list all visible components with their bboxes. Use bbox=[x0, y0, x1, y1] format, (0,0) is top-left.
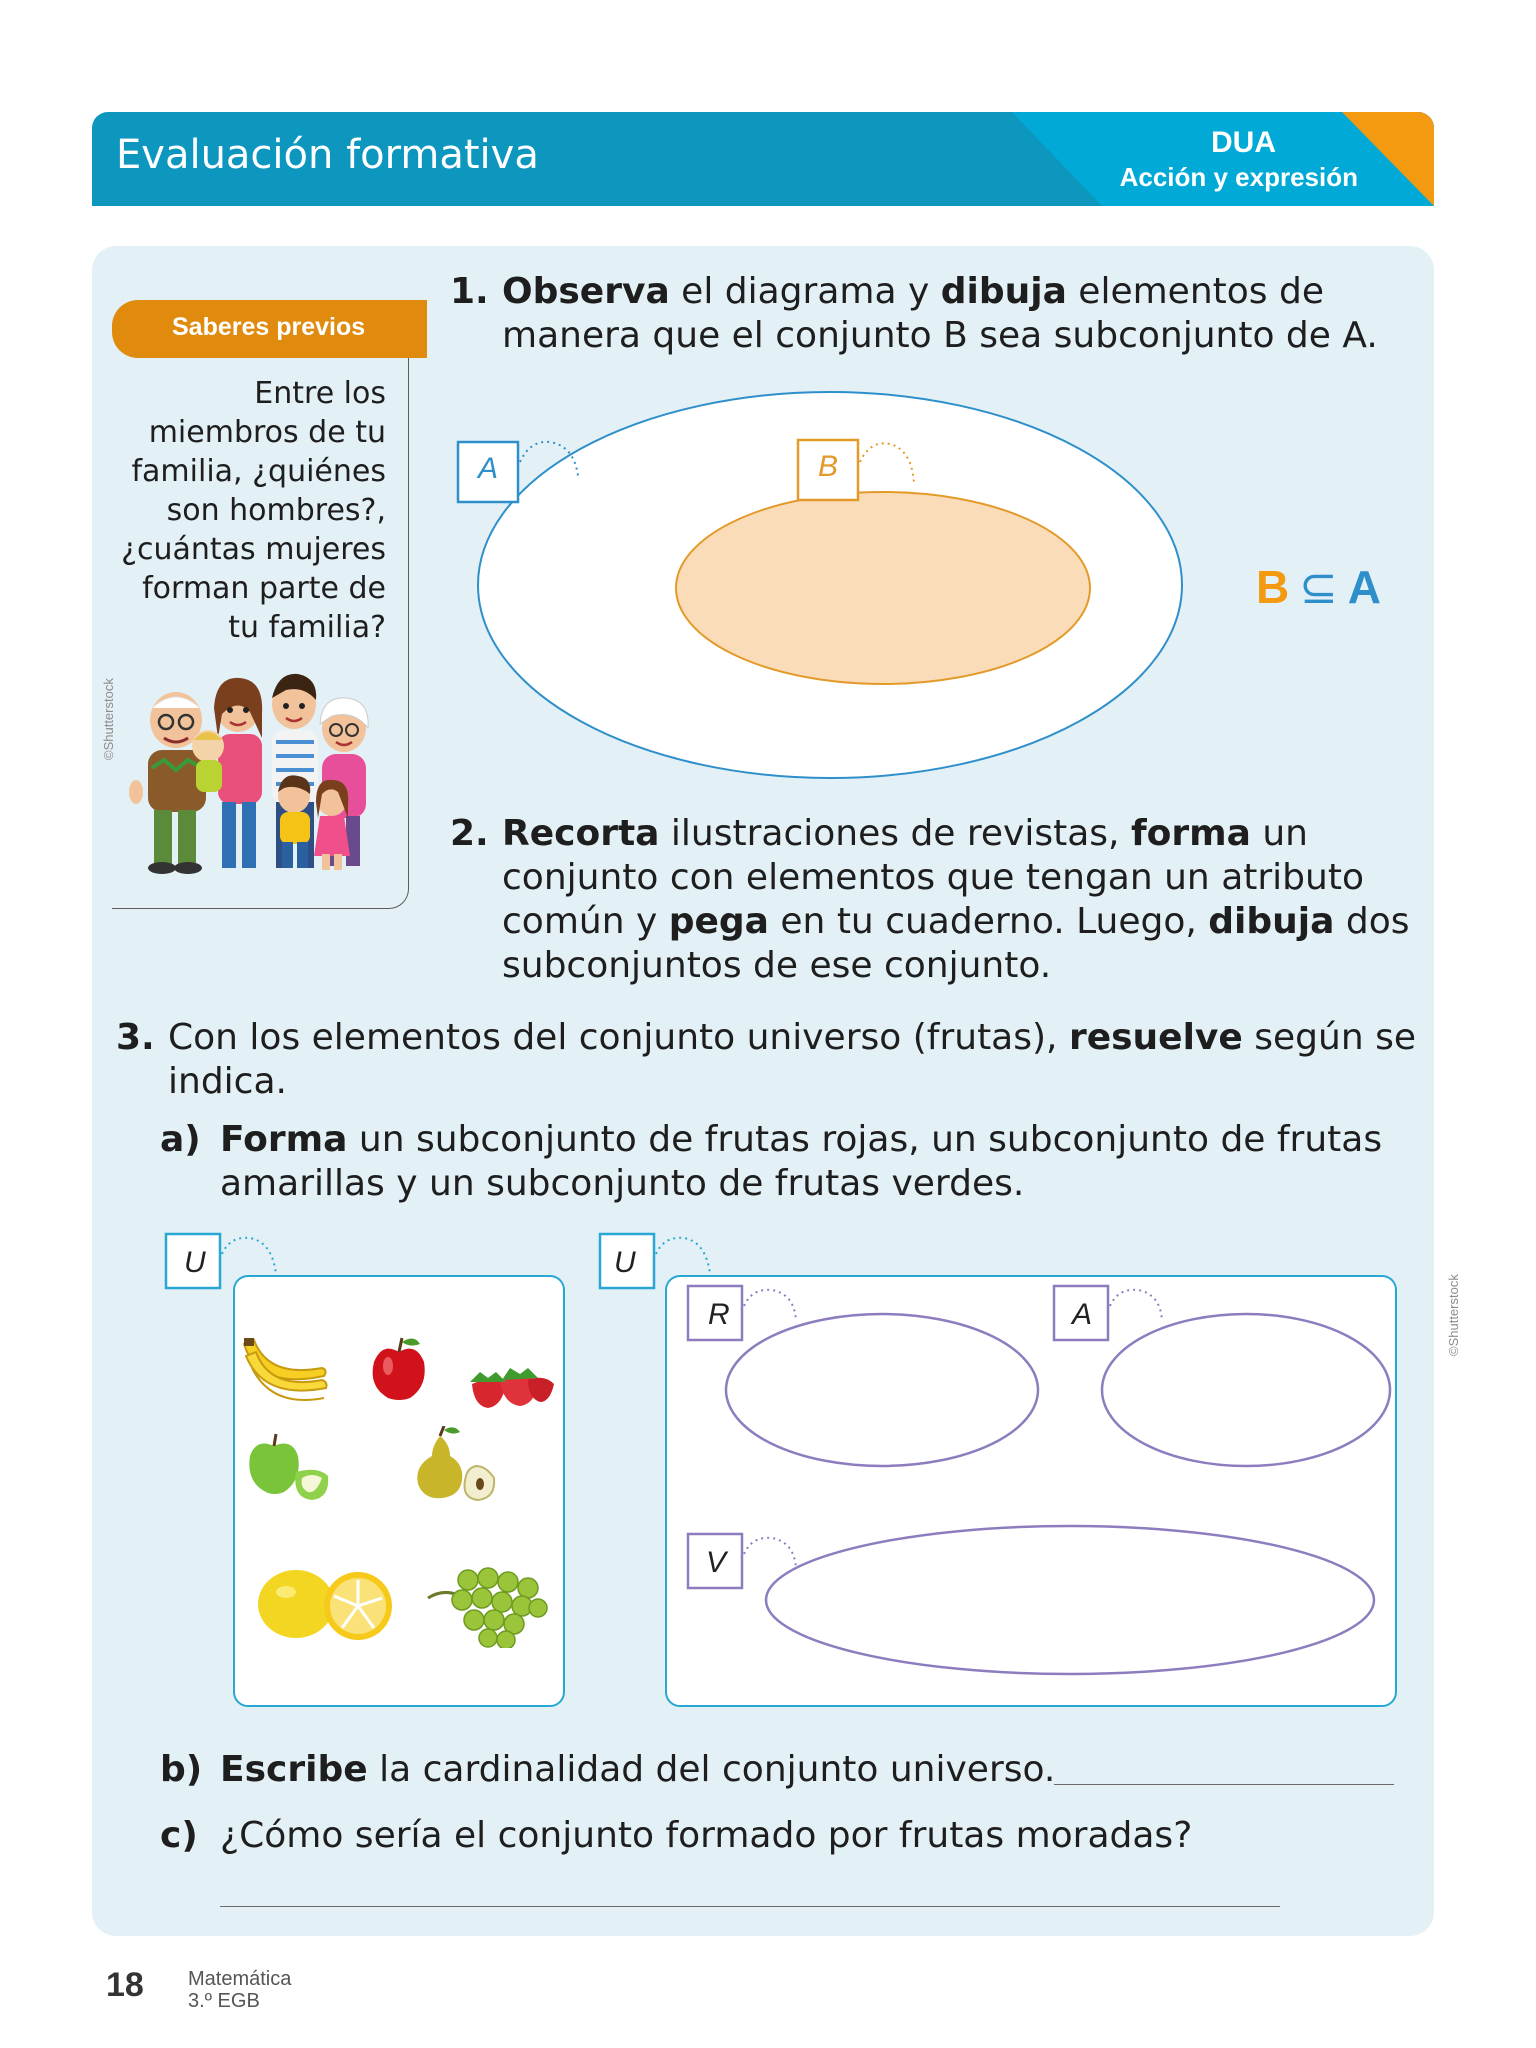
saberes-question: Entre los miembros de tu familia, ¿quiénes son hombres?, ¿cuántas mujeres forman parte de tu familia? bbox=[121, 376, 386, 645]
page-number: 18 bbox=[106, 1966, 144, 2004]
q1-number: 1. bbox=[450, 271, 489, 312]
q3b-label: b) bbox=[160, 1749, 203, 1790]
set-a-label: A bbox=[478, 452, 499, 485]
subset-yellow-label: A bbox=[1072, 1298, 1093, 1331]
book-grade: 3.º EGB bbox=[188, 1990, 260, 2012]
q3b-text: Escribe la cardinalidad del conjunto universo. bbox=[220, 1749, 1056, 1790]
q3b-answer-line[interactable] bbox=[1054, 1784, 1394, 1785]
grapes-icon bbox=[424, 1564, 548, 1648]
boy-figure bbox=[278, 775, 310, 868]
universe-label-left: U bbox=[184, 1246, 206, 1279]
saberes-label: Saberes previos bbox=[172, 313, 366, 341]
apple-green-icon bbox=[246, 1432, 332, 1502]
q2-number: 2. bbox=[450, 813, 489, 854]
q3c-label: c) bbox=[160, 1815, 198, 1856]
subset-green-ellipse bbox=[766, 1526, 1374, 1674]
strawberry-icon bbox=[466, 1366, 556, 1410]
q3a-text: Forma un subconjunto de frutas rojas, un subconjunto de frutas amarillas y un subconjunto de frutas verdes. bbox=[220, 1119, 1383, 1204]
apple-red-icon bbox=[370, 1336, 428, 1402]
q1-text: Observa el diagrama y dibuja elementos de manera que el conjunto B sea subconjunto de A. bbox=[502, 271, 1378, 356]
q3-number: 3. bbox=[116, 1017, 155, 1058]
pear-icon bbox=[410, 1426, 502, 1502]
universe-label-right: U bbox=[614, 1246, 636, 1279]
book-info bbox=[188, 1968, 291, 2012]
dua-title: DUA bbox=[1211, 126, 1276, 159]
q3c-text: ¿Cómo sería el conjunto formado por frutas moradas? bbox=[220, 1815, 1193, 1856]
subset-relation: B ⊆ A bbox=[1256, 561, 1382, 613]
image-credit-fruits: ©Shutterstock bbox=[1446, 1274, 1461, 1356]
subset-yellow-ellipse bbox=[1102, 1314, 1390, 1466]
q3a-label: a) bbox=[160, 1119, 201, 1160]
lemon-icon bbox=[256, 1562, 396, 1646]
image-credit: ©Shutterstock bbox=[101, 678, 116, 760]
grandpa-figure bbox=[129, 692, 206, 874]
q3-text: Con los elementos del conjunto universo (frutas), resuelve según se indica. bbox=[168, 1017, 1416, 1102]
set-b-ellipse bbox=[676, 492, 1090, 684]
q2-text: Recorta ilustraciones de revistas, forma un conjunto con elementos que tengan un atributo común y pega en tu cuaderno. Luego, dibuja dos subconjuntos de ese conjunto. bbox=[502, 813, 1410, 986]
q3c-answer-line[interactable] bbox=[220, 1906, 1280, 1907]
subset-red-ellipse bbox=[726, 1314, 1038, 1466]
section-header bbox=[92, 112, 1434, 206]
dua-subtitle: Acción y expresión bbox=[1119, 162, 1358, 192]
subset-red-label: R bbox=[708, 1298, 730, 1331]
saberes-tab bbox=[112, 300, 427, 358]
subset-green-label: V bbox=[706, 1546, 727, 1579]
mother-figure bbox=[192, 678, 262, 868]
family-illustration bbox=[118, 668, 380, 878]
book-subject: Matemática bbox=[188, 1968, 292, 1990]
set-b-label: B bbox=[818, 450, 839, 483]
banana-icon bbox=[238, 1330, 334, 1402]
section-title: Evaluación formativa bbox=[116, 132, 539, 178]
